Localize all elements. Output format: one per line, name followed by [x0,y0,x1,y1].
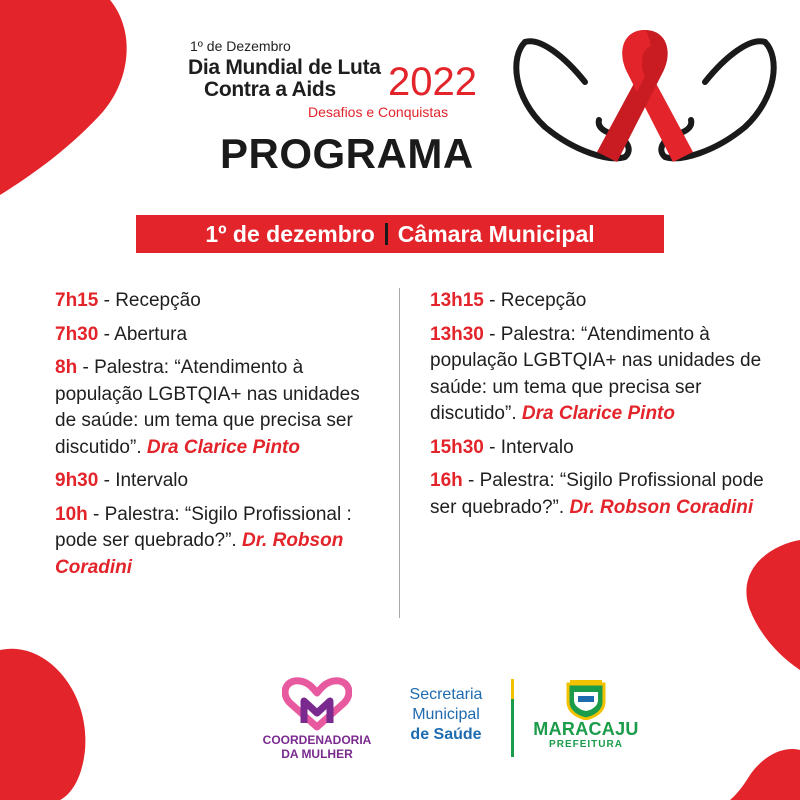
maracaju-subtitle: PREFEITURA [549,739,623,750]
secretaria-line-2: Municipal [412,706,480,723]
schedule-speaker: Dra Clarice Pinto [146,436,300,458]
red-ribbon-icon [505,12,785,182]
schedule-item [430,435,765,462]
secretaria-label [398,685,494,745]
schedule-item [55,288,385,315]
secretaria-line-1: Secretaria [409,686,483,703]
date-banner [136,215,664,253]
schedule-text: - Palestra: “Sigilo Profissional : pode ser quebrado?”. [55,503,352,551]
schedule-time: 9h30 [55,470,99,491]
title-line-1: Dia Mundial de Luta [188,56,381,79]
schedule-morning [55,288,385,588]
schedule-item [55,468,385,495]
schedule-time: 13h15 [430,290,484,311]
coordenadoria-line-1: COORDENADORIA [262,733,372,747]
schedule-time: 10h [55,503,88,525]
crest-icon [564,680,608,720]
schedule-afternoon [430,288,765,528]
schedule-time: 16h [430,470,463,491]
schedule-text: - Intervalo [103,470,189,491]
banner-place: Câmara Municipal [397,220,595,247]
schedule-speaker: Dr. Robson Coradini [569,496,754,518]
header-date: 1º de Dezembro [190,38,291,54]
schedule-item [430,468,765,521]
schedule-time: 15h30 [430,436,484,458]
maracaju-name: MARACAJU [533,719,639,739]
coordenadoria-line-2: DA MULHER [281,747,353,761]
schedule-speaker: Dra Clarice Pinto [521,403,675,424]
banner-date: 1º de dezembro [205,220,375,247]
schedule-speaker: Dr. Robson Coradini [55,530,344,578]
schedule-time: 7h30 [55,323,99,345]
schedule-text: - Intervalo [489,436,574,458]
schedule-text: - Recepção [103,290,201,311]
title-line-2: Contra a Aids [204,78,336,101]
schedule-text: - Abertura [103,323,188,345]
column-divider [399,288,400,618]
banner-separator [385,223,388,245]
coordenadoria-label [262,733,372,761]
year: 2022 [388,60,477,104]
footer-logos [0,665,800,765]
secretaria-line-3: de Saúde [410,726,482,743]
schedule-text: - Palestra: “Sigilo Profissional pode ser quebrado?”. [430,470,764,518]
schedule-text: - Palestra: “Atendimento à população LGBTQIA+ nas unidades de saúde: um tema que precisa ser discutido”. [55,357,360,458]
schedule-item [55,502,385,582]
schedule-item [430,288,765,315]
footer-divider-accent [511,679,514,699]
blob-top-left [0,0,140,200]
program-title: PROGRAMA [220,130,474,177]
schedule-text: - Recepção [489,290,587,311]
schedule-time: 7h15 [55,290,99,311]
heart-logo-icon [282,677,352,731]
schedule-time: 8h [55,357,78,378]
schedule-item [55,355,385,461]
tagline: Desafios e Conquistas [308,104,449,120]
schedule-time: 13h30 [430,323,484,345]
schedule-item [55,322,385,349]
schedule-text: - Palestra: “Atendimento à população LGBTQIA+ nas unidades de saúde: um tema que precisa ser discutido”. [430,323,762,424]
schedule-item [430,322,765,428]
